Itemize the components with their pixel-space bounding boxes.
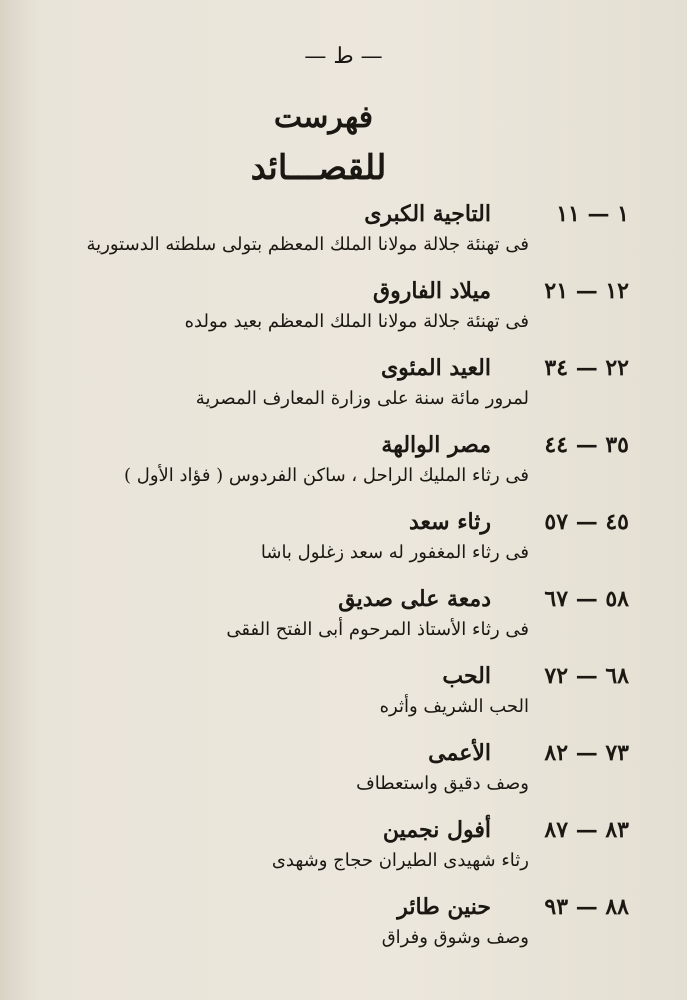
table-of-contents xyxy=(69,196,629,966)
poem-description: رثاء شهيدى الطيران حجاج وشهدى xyxy=(271,850,529,871)
toc-entry xyxy=(69,350,629,427)
page-subtitle: للقصـــائد xyxy=(250,148,387,188)
page-range: ٨٨ — ٩٣ xyxy=(544,894,629,920)
toc-entry-head xyxy=(364,196,629,232)
poem-title: الحب xyxy=(442,663,491,689)
toc-entry xyxy=(69,735,629,812)
toc-entry xyxy=(69,889,629,966)
poem-description: فى رثاء المليك الراحل ، ساكن الفردوس ( فؤاد الأول ) xyxy=(124,465,529,486)
poem-description: وصف وشوق وفراق xyxy=(381,927,529,948)
toc-entry xyxy=(69,581,629,658)
toc-entry-head xyxy=(442,658,629,694)
poem-title: مصر الوالهة xyxy=(381,432,491,458)
page-range: ٧٣ — ٨٢ xyxy=(544,740,629,766)
poem-description: فى تهنئة جلالة مولانا الملك المعظم بتولى سلطته الدستورية xyxy=(86,234,529,255)
poem-title: الأعمى xyxy=(428,740,491,766)
toc-entry-head xyxy=(397,889,629,925)
page-range: ٢٢ — ٣٤ xyxy=(544,355,629,381)
poem-description: وصف دقيق واستعطاف xyxy=(356,773,529,794)
poem-title: حنين طائر xyxy=(397,894,491,920)
toc-entry xyxy=(69,273,629,350)
poem-title: التاجية الكبرى xyxy=(364,201,491,227)
toc-entry xyxy=(69,427,629,504)
poem-title: رثاء سعد xyxy=(408,509,491,535)
toc-entry-head xyxy=(338,581,629,617)
poem-description: الحب الشريف وأثره xyxy=(379,696,529,717)
toc-entry xyxy=(69,504,629,581)
poem-description: فى رثاء المغفور له سعد زغلول باشا xyxy=(260,542,529,563)
page-title: فهرست xyxy=(273,100,374,135)
page-range: ٥٨ — ٦٧ xyxy=(544,586,629,612)
toc-entry xyxy=(69,812,629,889)
page-number: — ط — xyxy=(304,44,383,69)
page-range: ١ — ١١ xyxy=(556,201,629,227)
page-range: ٨٣ — ٨٧ xyxy=(544,817,629,843)
poem-description: لمرور مائة سنة على وزارة المعارف المصرية xyxy=(195,388,529,409)
poem-title: ميلاد الفاروق xyxy=(373,278,491,304)
page-range: ٤٥ — ٥٧ xyxy=(544,509,629,535)
toc-entry xyxy=(69,196,629,273)
toc-entry-head xyxy=(383,812,629,848)
poem-title: أفول نجمين xyxy=(382,817,491,843)
poem-title: دمعة على صديق xyxy=(338,586,491,612)
poem-title: العيد المئوى xyxy=(380,355,491,381)
toc-entry-head xyxy=(381,427,629,463)
toc-entry-head xyxy=(373,273,629,309)
toc-entry-head xyxy=(409,504,629,540)
page-range: ٦٨ — ٧٢ xyxy=(544,663,629,689)
poem-description: فى رثاء الأستاذ المرحوم أبى الفتح الفقى xyxy=(226,619,529,640)
page-range: ١٢ — ٢١ xyxy=(544,278,629,304)
toc-entry xyxy=(69,658,629,735)
poem-description: فى تهنئة جلالة مولانا الملك المعظم بعيد مولده xyxy=(184,311,529,332)
toc-entry-head xyxy=(428,735,629,771)
toc-entry-head xyxy=(381,350,629,386)
page-range: ٣٥ — ٤٤ xyxy=(544,432,629,458)
